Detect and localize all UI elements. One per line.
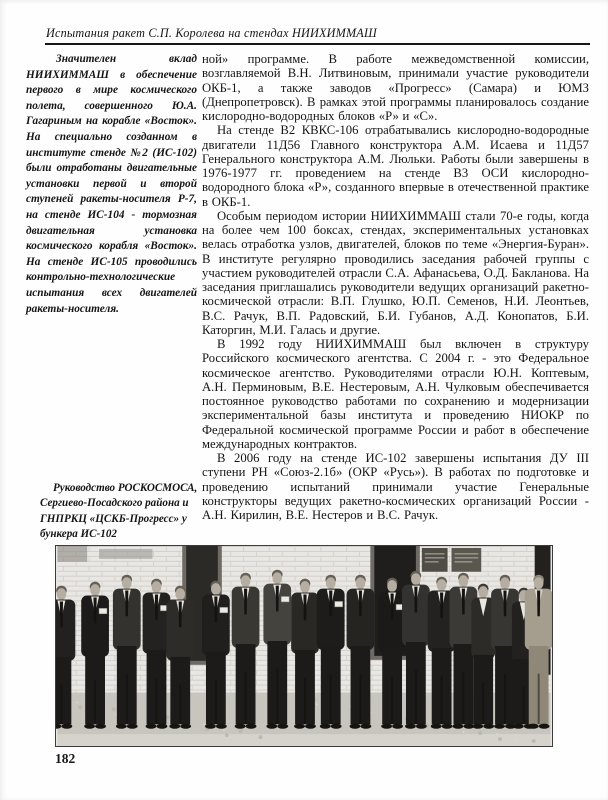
body-paragraph: Особым периодом истории НИИХИММАШ стали 70-е годы, когда на более чем 100 боксах, стендах, экспериментальных установках велась отработка узлов, двигателей, блоков по теме «Энергия-Буран». В институте регулярно проводились заседания рабочей группы с участием руководителей отрасли С.А. Афанасьева, О.Д. Бакланова. На заседания приглашались руководители ведущих организаций ракетно-космической отрасли: В.П. Глушко, Ю.П. Семенов, Н.И. Леонтьев, В.С. Рачук, В.П. Радовский, Б.И. Губанов, А.Д. Конопатов, Б.И. Каторгин, М.И. Галась и другие. <box>202 208 589 337</box>
running-header <box>46 26 586 41</box>
body-paragraph: В 2006 году на стенде ИС-102 завершены испытания ДУ III ступени РН «Союз-2.1б» (ОКР «Русь»). В работах по подготовке и проведению испытаний принимали участие Генеральные конструкторы ведущих ракетно-космических организаций России - А.Н. Кирилин, В.Е. Нестеров и В.С. Рачук. <box>202 451 589 522</box>
body-paragraph: В 1992 году НИИХИММАШ был включен в структуру Российского космического агентства. С 2004 г. - это Федеральное космическое агентство. Руководителями отрасли Ю.Н. Коптевым, А.Н. Перминовым, В.Е. Нестеровым, А.Н. Чулковым обеспечивается постоянное руководство работами по сохранению и модернизации экспериментальной базы института и проведению НИОКР по Федеральной космической программе России и работ в обеспечение международных контрактов. <box>202 337 589 451</box>
header-rule <box>45 43 590 45</box>
page-number: 182 <box>55 751 76 766</box>
body-text <box>202 52 589 522</box>
body-paragraph: ной» программе. В работе межведомственной комиссии, возглавляемой В.Н. Литвиновым, принимали участие руководители ОКБ-1, а также заводов «Прогресс» (Самара) и ЮМЗ (Днепропетровск). В рамках этой программы планировалось создание кислородно-водородных блоков «Р» и «С». <box>202 52 589 123</box>
running-header-title: Испытания ракет С.П. Королева на стендах НИИХИММАШ <box>46 26 377 40</box>
photo-caption: Руководство РОСКОСМОСА, Сергиево-Посадского района и ГНПРКЦ «ЦСКБ-Прогресс» у бункера ИС-102 <box>40 482 198 540</box>
margin-note: Значителен вклад НИИХИММАШ в обеспечение первого в мире космического полета, совершенного Ю.А. Гагариным на корабле «Восток». На специально созданном в институте стенде №2 (ИС-102) были отработаны двигательные установки первой и второй ступеней ракеты-носителя Р-7, на стенде ИС-104 - тормозная двигательная установка космического корабля «Восток». На стенде ИС-105 проводились контрольно-технологические испытания всех двигателей ракеты-носителя. <box>26 53 197 315</box>
body-paragraph: На стенде В2 КВКС-106 отрабатывались кислородно-водородные двигатели 11Д56 Главного конструктора А.М. Исаева и 11Д57 Генерального конструктора А.М. Люльки. Работы были завершены в 1976-1977 гг. проведением на стенде В3 ОСИ кислородно-водородного блока «Р», созданного впервые в отечественной практике в ОКБ-1. <box>202 123 589 209</box>
group-photo <box>55 545 553 747</box>
